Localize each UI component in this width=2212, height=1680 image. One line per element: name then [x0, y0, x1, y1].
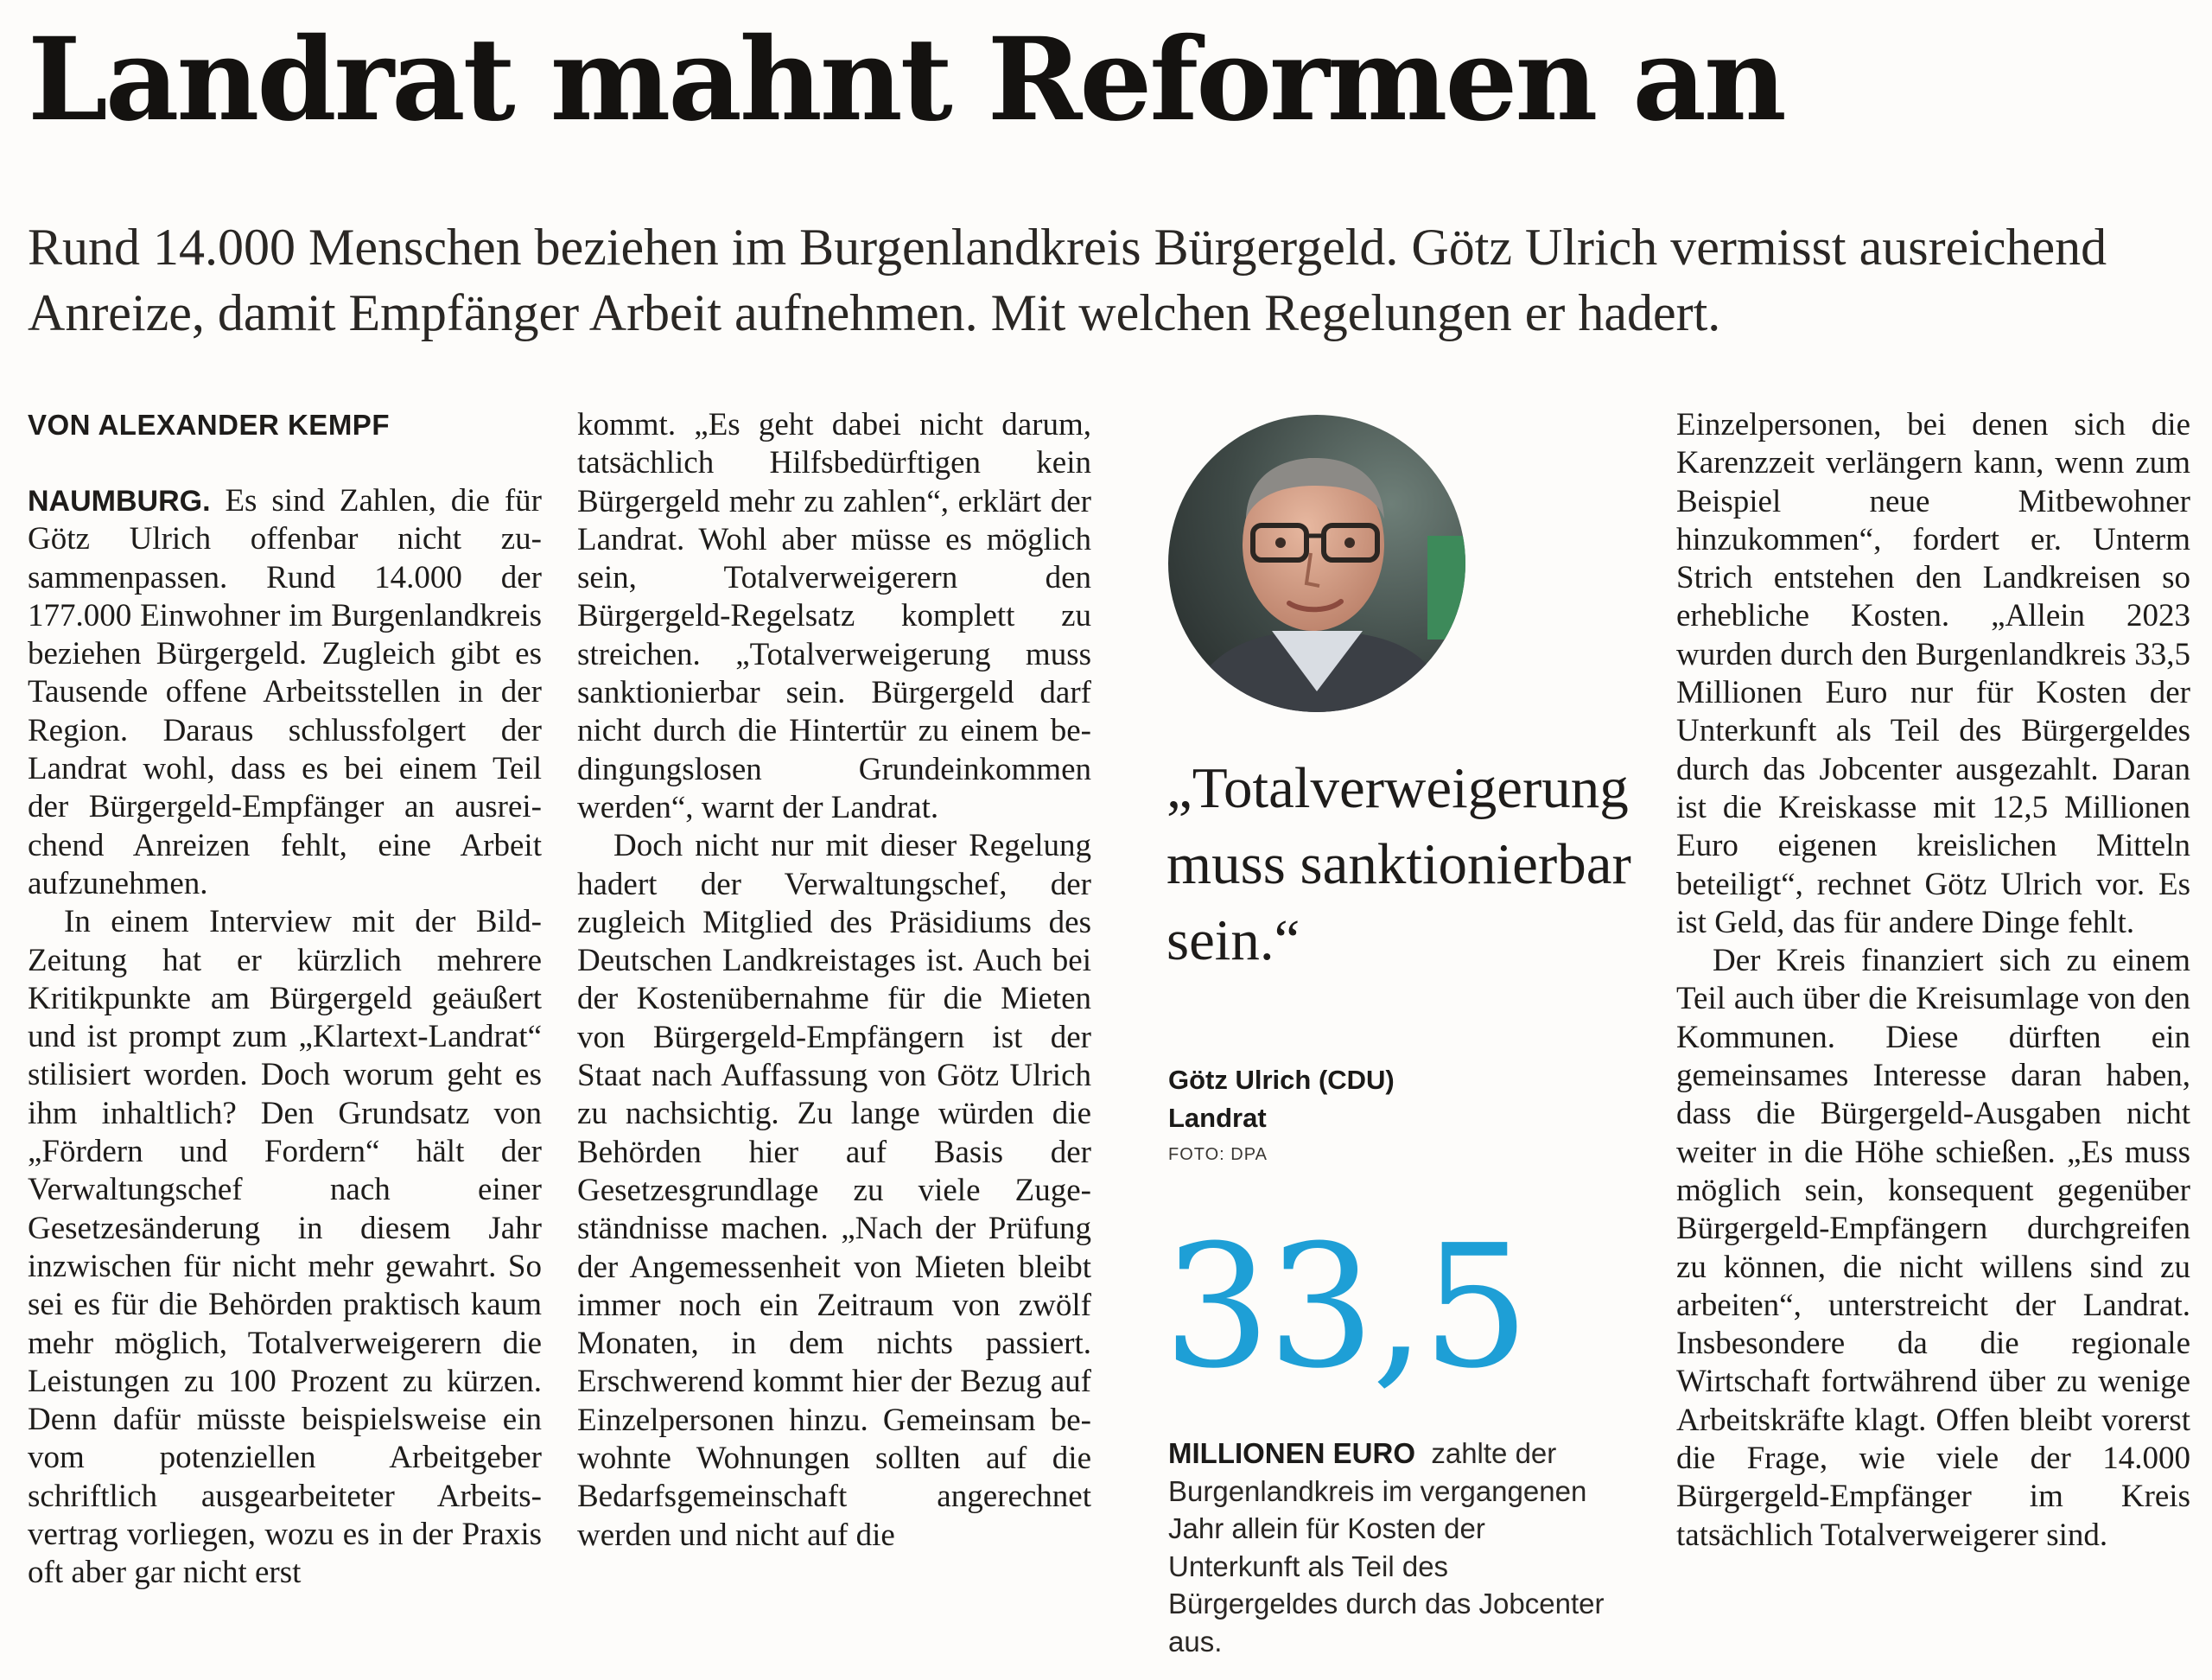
portrait-photo	[1168, 415, 1465, 712]
paragraph	[28, 482, 542, 903]
article-column-2	[577, 406, 1091, 1555]
paragraph: Einzelpersonen, bei denen sich die Karenzzeit verlängern kann, wenn zum Beispiel neue Mitbewohner hinzukommen“, fordert er. Unterm Strich entstehen den Landkreisen so erhebliche Kosten. „Allein 2023 wurden durch den Burgenlandkreis 33,5 Millionen Euro nur für Kosten der Unterkunft als Teil des Bürgergeldes durch das Jobcenter ausgezahlt. Daran ist die Kreiskasse mit 12,5 Millionen Euro eigenen kreislichen Mitteln beteiligt“, rechnet Götz Ulrich vor. Es ist Geld, das für andere Dinge fehlt.	[1676, 407, 2190, 940]
article-column-4	[1676, 406, 2190, 1555]
fact-box	[1168, 1435, 1618, 1660]
quote-attribution-role: Landrat	[1168, 1103, 1267, 1133]
fact-lead: MILLIONEN EURO	[1168, 1437, 1415, 1469]
fact-text: zahlte der Burgenlandkreis im vergangenen Jahr allein für Kosten der Unterkunft als Teil des Bürgergeldes durch das Jobcenter aus.	[1168, 1437, 1605, 1658]
big-number: 33,5	[1163, 1209, 1527, 1406]
dateline: NAUMBURG.	[28, 485, 211, 518]
paragraph: Der Kreis finanziert sich zu einem Teil auch über die Kreisumlage von den Kommunen. Diese dürften ein gemeinsames Interesse daran haben, dass die Bürgergeld-Ausgaben nicht weiter in die Höhe schießen. „Es muss möglich sein, konsequent gegenüber Bürgergeld-Empfängern durchgreifen zu können, die nicht willens sind zu arbeiten“, unterstreicht der Landrat. Insbesondere da die regionale Wirtschaft fortwährend über zu wenige Arbeitskräfte klagt. Offen bleibt vorerst die Frage, wie viele der 14.000 Bürgergeld-Empfänger im Kreis tatsächlich Totalverweigerer sind.	[1676, 943, 2190, 1553]
pull-quote: „Totalverweigerung muss sanktionierbar sein.“	[1166, 756, 1631, 972]
byline: VON ALEXANDER KEMPF	[28, 409, 390, 441]
paragraph: kommt. „Es geht dabei nicht darum, tatsächlich Hilfsbedürftigen kein Bürgergeld mehr zu zahlen“, erklärt der Landrat. Wohl aber müsse es möglich sein, Totalverweigerern den Bürgergeld-Regelsatz komplett zu streichen. „Totalverweigerung muss sanktionierbar sein. Bürgergeld darf nicht durch die Hintertür zu einem bedingungslosen Grundeinkommen werden“, warnt der Landrat.	[577, 407, 1091, 825]
paragraph: Doch nicht nur mit dieser Regelung hadert der Verwaltungschef, der zugleich Mitglied des Präsidiums des Deutschen Landkreistages ist. Auch bei der Kostenübernahme für die Mieten von Bürgergeld-Empfängern ist der Staat nach Auffassung von Götz Ulrich zu nachsichtig. Zu lange würden die Behörden hier auf Basis der Gesetzesgrundlage zu viele Zugeständnisse machen. „Nach der Prüfung der Angemessenheit von Mieten bleibt immer noch ein Zeitraum von zwölf Monaten, in dem nichts passiert. Erschwerend kommt hier der Bezug auf Einzelpersonen hinzu. Gemeinsam bewohnte Wohnungen sollten auf die Bedarfsgemeinschaft angerechnet werden und nicht auf die	[577, 828, 1091, 1553]
quote-attribution-name: Götz Ulrich (CDU)	[1168, 1065, 1395, 1095]
portrait-illustration	[1168, 415, 1465, 712]
subheadline: Rund 14.000 Menschen beziehen im Burgenlandkreis Bürgergeld. Götz Ulrich vermisst ausreichend Anreize, damit Empfänger Arbeit aufnehmen. Mit welchen Regelungen er hadert.	[28, 219, 2107, 341]
photo-credit: FOTO: DPA	[1168, 1145, 1268, 1164]
headline: Landrat mahnt Reformen an	[28, 13, 1784, 147]
article-column-1	[28, 406, 542, 1593]
paragraph-text: Es sind Zahlen, die für Götz Ulrich offenbar nicht zusammenpassen. Rund 14.000 der 177.000 Einwohner im Burgenlandkreis beziehen Bürgergeld. Zugleich gibt es Tausende offene Arbeitsstellen in der Region. Daraus schlussfolgert der Landrat wohl, dass es bei einem Teil der Bürgergeld-Empfänger an ausreichend Anreizen fehlt, eine Arbeit aufzunehmen.	[28, 483, 542, 901]
paragraph: In einem Interview mit der Bild-Zeitung hat er kürzlich mehrere Kritikpunkte am Bürgergeld geäußert und ist prompt zum „Klartext-Landrat“ stilisiert worden. Doch worum geht es ihm inhaltlich? Den Grundsatz von „Fördern und Fordern“ hält der Verwaltungschef nach einer Gesetzesänderung in diesem Jahr inzwischen für nicht mehr gewahrt. So sei es für die Behörden praktisch kaum mehr möglich, Totalverweigerern die Leistungen zu 100 Prozent zu kürzen. Denn dafür müsste beispielsweise ein vom potenziellen Arbeitgeber schriftlich ausgearbeiteter Arbeitsvertrag vorliegen, wozu es in der Praxis oft aber gar nicht erst	[28, 904, 542, 1591]
